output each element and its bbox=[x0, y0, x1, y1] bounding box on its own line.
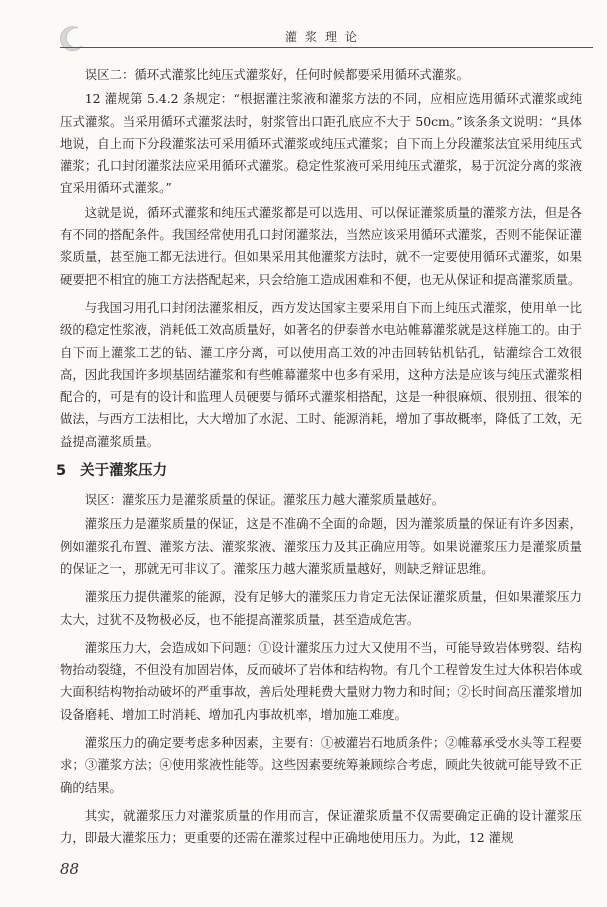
page-body bbox=[56, 64, 582, 856]
running-title: 灌浆理论 bbox=[284, 30, 365, 44]
section-number: 5 bbox=[56, 463, 67, 480]
body-paragraph: 灌浆压力提供灌浆的能源，没有足够大的灌浆压力肯定无法保证灌浆质量，但如果灌浆压力太大，过犹不及物极必反，也不能提高灌浆质量，甚至造成危害。 bbox=[60, 589, 582, 627]
page-number: 88 bbox=[60, 860, 80, 878]
body-paragraph: 误区二：循环式灌浆比纯压式灌浆好，任何时候都要采用循环式灌浆。 bbox=[84, 67, 469, 82]
crescent-decoration-icon bbox=[56, 24, 86, 54]
body-paragraph: 其实，就灌浆压力对灌浆质量的作用而言，保证灌浆质量不仅需要确定正确的设计灌浆压力，即最大灌浆压力；更重要的还需在灌浆过程中正确地使用压力。为此，12 灌规 bbox=[60, 807, 582, 846]
body-paragraph: 灌浆压力是灌浆质量的保证，这是不准确不全面的命题，因为灌浆质量的保证有许多因素，例如灌浆孔布置、灌浆方法、灌浆浆液、灌浆压力及其正确应用等。如果说灌浆压力是灌浆质量的保证之一，那就无可非议了。灌浆压力越大灌浆质量越好，则缺乏辩证思维。 bbox=[60, 516, 582, 576]
page-header bbox=[0, 0, 607, 62]
body-paragraph: 这就是说，循环式灌浆和纯压式灌浆都是可以选用、可以保证灌浆质量的灌浆方法，但是各有不同的搭配条件。我国经常使用孔口封闭灌浆法，当然应该采用循环式灌浆，否则不能保证灌浆质量，甚至施工都无法进行。但如果采用其他灌浆方法时，就不一定要使用循环式灌浆，如果硬要把不相宜的施工方法搭配起来，只会给施工造成困难和不便，也无从保证和提高灌浆质量。 bbox=[60, 204, 582, 287]
body-paragraph: 灌浆压力的确定要考虑多种因素，主要有：①被灌岩石地质条件；②帷幕承受水头等工程要求；③灌浆方法；④使用浆液性能等。这些因素要统筹兼顾综合考虑，顾此失彼就可能导致不正确的结果。 bbox=[60, 735, 582, 795]
body-paragraph: 与我国习用孔口封闭法灌浆相反，西方发达国家主要采用自下而上纯压式灌浆，使用单一比级的稳定性浆液，消耗低工效高质量好，如著名的伊泰普水电站帷幕灌浆就是这样施工的。由于自下而上灌浆工艺的钻、灌工序分离，可以使用高工效的冲击回转钻机钻孔，钻灌综合工效很高，因此我国许多坝基固结灌浆和有些帷幕灌浆中也多有采用，这种方法是应该与纯压式灌浆相配合的，可是有的设计和监理人员硬要与循环式灌浆相搭配，这是一种很麻烦、很别扭、很笨的做法，与西方工法相比，大大增加了水泥、工时、能源消耗，增加了事故概率，降低了工效，无益提高灌浆质量。 bbox=[60, 299, 582, 449]
body-paragraph: 误区：灌浆压力是灌浆质量的保证。灌浆压力越大灌浆质量越好。 bbox=[84, 492, 445, 508]
body-paragraph: 灌浆压力大，会造成如下问题：①设计灌浆压力过大又使用不当，可能导致岩体劈裂、结构物抬动裂缝，不但没有加固岩体，反而破坏了岩体和结构物。有几个工程曾发生过大体积岩体或大面积结构物抬动破坏的严重事故，善后处理耗费大量财力物力和时间；②长时间高压灌浆增加设备磨耗、增加工时消耗、增加孔内事故机率，增加施工难度。 bbox=[60, 639, 582, 722]
header-rule bbox=[60, 47, 593, 48]
section-heading bbox=[56, 459, 582, 483]
body-paragraph: 12 灌规第 5.4.2 条规定：“根据灌注浆液和灌浆方法的不同，应相应选用循环式灌浆或纯压式灌浆。当采用循环式灌浆法时，射浆管出口距孔底应不大于 50cm。”该条条文说明：“具体地说，自上而下分段灌浆法可采用循环式灌浆或纯压式灌浆；自下而上分段灌浆法宜采用纯压式灌浆；孔口封闭灌浆法应采用循环式灌浆。稳定性浆液可采用纯压式灌浆，易于沉淀分离的浆液宜采用循环式灌浆。” bbox=[60, 91, 582, 196]
section-title: 关于灌浆压力 bbox=[80, 463, 168, 480]
